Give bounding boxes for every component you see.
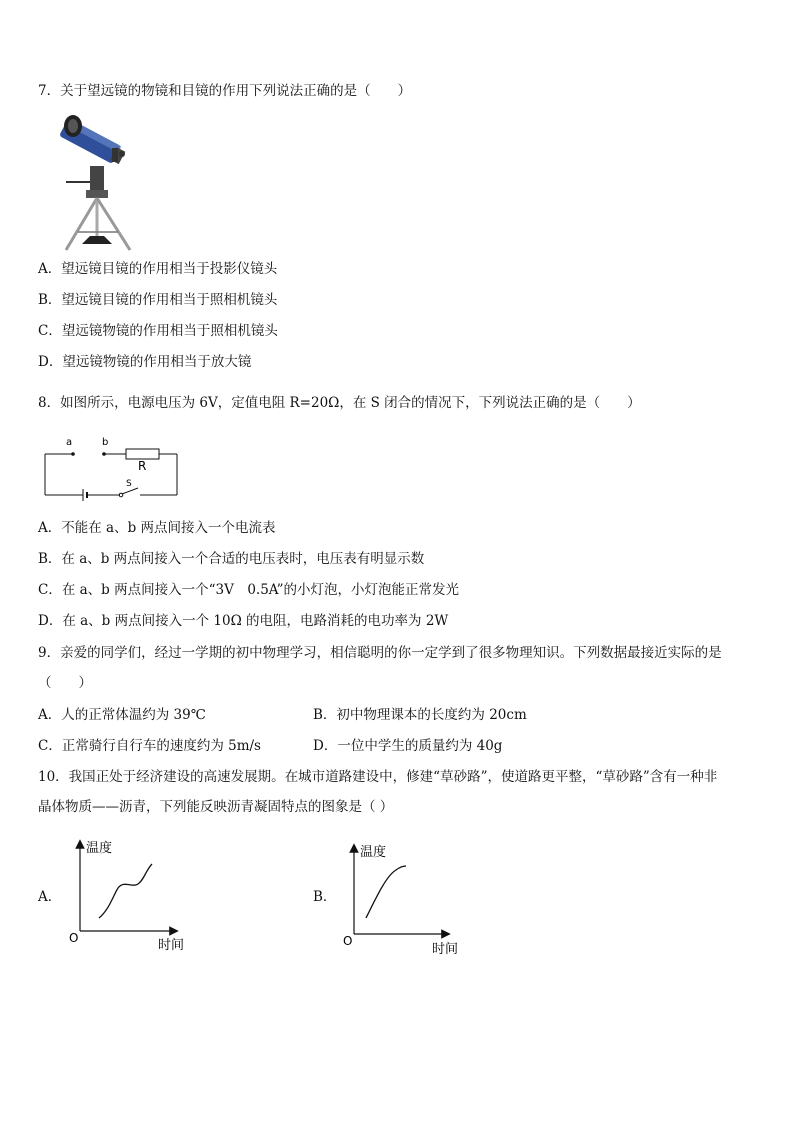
q8-stem: 8．如图所示，电源电压为 6V，定值电阻 R=20Ω，在 S 闭合的情况下，下列说法正确的是（ ） [38,395,641,411]
graph-a-origin: O [69,931,79,945]
q9-stem-line1: 9．亲爱的同学们，经过一学期的初中物理学习，相信聪明的你一定学到了很多物理知识。下列数据最接近实际的是 [38,645,722,661]
q8-option-b: B．在 a、b 两点间接入一个合适的电压表时，电压表有明显示数 [38,551,425,567]
q8-option-d: D．在 a、b 两点间接入一个 10Ω 的电阻，电路消耗的电功率为 2W [38,613,449,629]
q10-stem-line1: 10．我国正处于经济建设的高速发展期。在城市道路建设中，修建“草砂路”，使道路更平整，“草砂路”含有一种非 [38,769,718,785]
q9-option-d: D．一位中学生的质量约为 40g [313,738,503,754]
graph-b-curve [366,866,406,918]
q7-option-b: B．望远镜目镜的作用相当于照相机镜头 [38,292,278,308]
graph-b-origin: O [343,934,353,948]
graph-b-ylabel: 温度 [360,845,387,860]
q9-stem-line2: （ ） [38,675,92,691]
q10-option-b-label: B． [313,889,337,905]
telescope-image [56,110,142,254]
q9-option-b: B．初中物理课本的长度约为 20cm [313,707,527,723]
circuit-label-s: S [126,479,132,489]
q8-option-c: C．在 a、b 两点间接入一个“3V 0.5A”的小灯泡，小灯泡能正常发光 [38,582,459,598]
circuit-label-b: b [102,437,109,448]
q9-option-a: A．人的正常体温约为 39℃ [38,707,206,723]
graph-a-ylabel: 温度 [86,841,113,856]
graph-a-xlabel: 时间 [158,938,185,953]
q8-option-a: A．不能在 a、b 两点间接入一个电流表 [38,520,276,536]
circuit-label-a: a [66,437,73,448]
q9-option-c: C．正常骑行自行车的速度约为 5m/s [38,738,261,754]
q10-option-a-label: A． [38,889,62,905]
graph-a [62,836,202,954]
q7-option-d: D．望远镜物镜的作用相当于放大镜 [38,354,252,370]
q10-stem-line2: 晶体物质——沥青，下列能反映沥青凝固特点的图象是（ ） [38,799,394,815]
graph-b [336,840,476,958]
q7-option-c: C．望远镜物镜的作用相当于照相机镜头 [38,323,278,339]
q7-option-a: A．望远镜目镜的作用相当于投影仪镜头 [38,261,278,277]
circuit-label-r: R [138,459,147,473]
graph-a-curve [99,864,152,918]
q7-stem: 7．关于望远镜的物镜和目镜的作用下列说法正确的是（ ） [38,83,412,99]
circuit-diagram [40,432,185,502]
resistor-symbol [126,449,159,459]
graph-b-xlabel: 时间 [432,942,459,957]
